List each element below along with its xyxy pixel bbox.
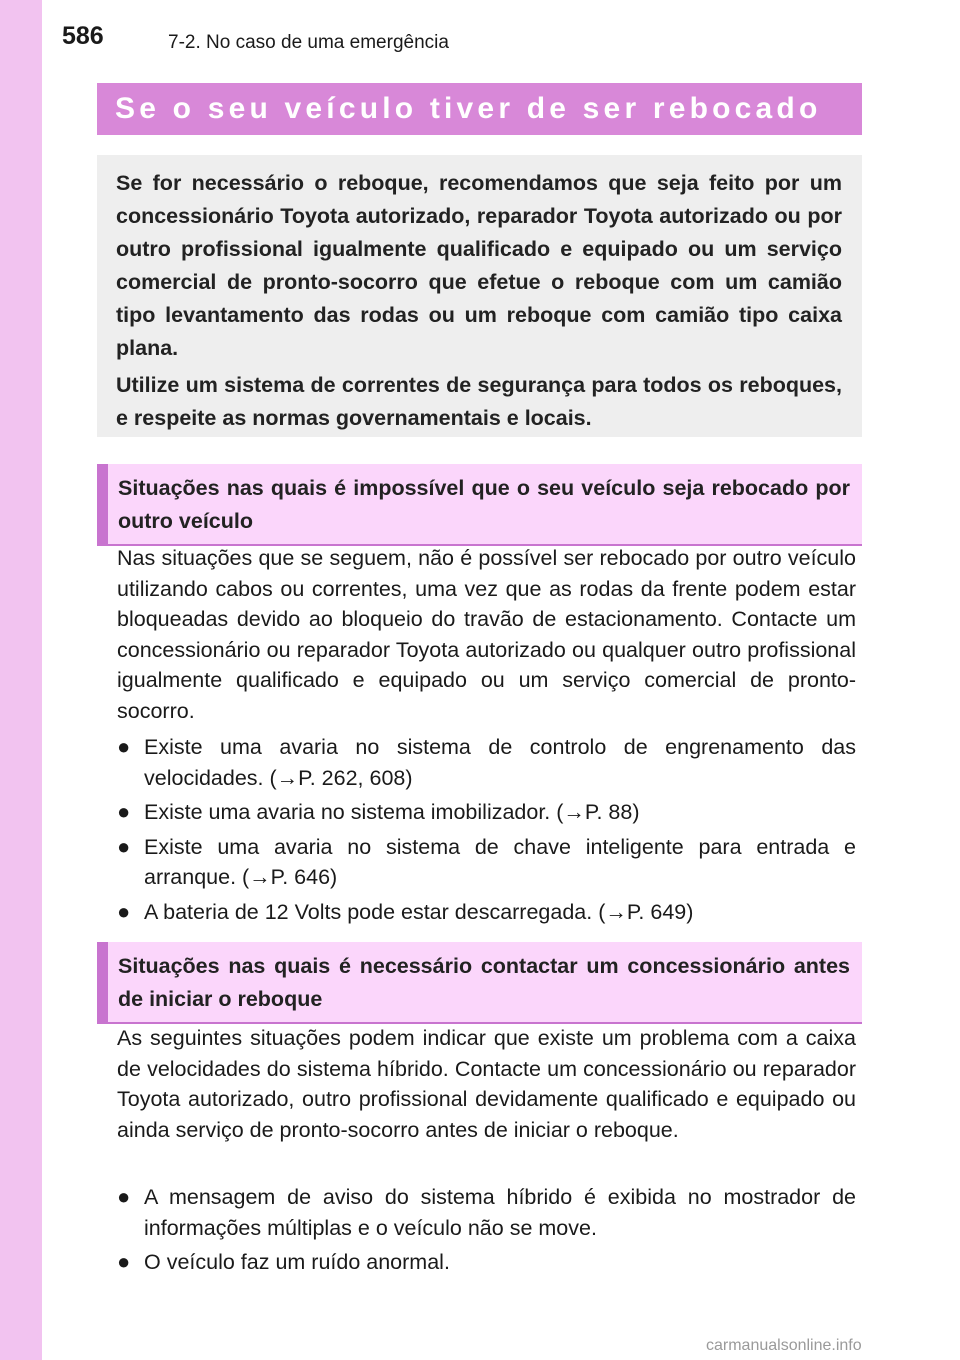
list-item: ● Existe uma avaria no sistema de chave inteligente para entrada e arranque. (→P. 646) — [117, 833, 856, 889]
list-item: ● A bateria de 12 Volts pode estar descarregada. (→P. 649) — [117, 898, 694, 924]
section-heading-2 — [97, 942, 862, 1024]
list-item: ● Existe uma avaria no sistema de controlo de engrenamento das velocidades. (→P. 262, 608) — [117, 734, 856, 790]
list-item: ● O veículo faz um ruído anormal. — [117, 1249, 450, 1274]
section-heading-1-text: Situações nas quais é impossível que o seu veículo seja rebocado por outro veículo — [118, 476, 850, 533]
intro-paragraph-1: Se for necessário o reboque, recomendamos que seja feito por um concessionário Toyota autorizado, reparador Toyota autorizado ou por outro profissional igualmente qualificado e equipado ou um serviço comercial de pronto-socorro que efetue o reboque com um camião tipo levantamento das rodas ou um reboque com camião tipo caixa plana. — [116, 171, 842, 360]
intro-paragraph-2: Utilize um sistema de correntes de segurança para todos os reboques, e respeite as normas governamentais e locais. — [116, 373, 842, 430]
page-title-bar — [97, 83, 862, 135]
list-item: ● A mensagem de aviso do sistema híbrido é exibida no mostrador de informações múltiplas e o veículo não se move. — [117, 1184, 856, 1240]
page-number: 586 — [62, 22, 104, 50]
section-2-bullet-list — [117, 1182, 856, 1282]
page-title: Se o seu veículo tiver de ser rebocado — [115, 92, 822, 125]
section-reference: 7-2. No caso de uma emergência — [168, 32, 449, 53]
bullet-icon: ● — [117, 734, 131, 759]
bullet-icon: ● — [117, 799, 131, 824]
intro-box — [97, 155, 862, 437]
bullet-icon: ● — [117, 833, 131, 859]
bullet-icon: ● — [117, 1184, 131, 1209]
bullet-icon: ● — [117, 1249, 131, 1274]
section-1-body: Nas situações que se seguem, não é possível ser rebocado por outro veículo utilizando cabos ou correntes, uma vez que as rodas da frente podem estar bloqueadas devido ao bloqueio do travão de estacionamento. Contacte um concessionário ou reparador Toyota autorizado ou qualquer outro profissional igualmente qualificado e equipado ou um serviço comercial de pronto-socorro. — [117, 546, 856, 723]
chapter-sidebar-tab — [0, 0, 42, 1360]
section-heading-2-text: Situações nas quais é necessário contactar um concessionário antes de iniciar o reboque — [118, 954, 850, 1011]
list-item: ● Existe uma avaria no sistema imobilizador. (→P. 88) — [117, 799, 640, 824]
section-heading-1 — [97, 464, 862, 546]
section-2-body: As seguintes situações podem indicar que existe um problema com a caixa de velocidades do sistema híbrido. Contacte um concessionário ou reparador Toyota autorizado, outro profissional devidamente qualificado e equipado ou ainda serviço de pronto-socorro antes de iniciar o reboque. — [117, 1026, 856, 1142]
watermark: carmanualsonline.info — [706, 1337, 862, 1354]
section-1-bullet-list — [117, 732, 856, 931]
bullet-icon: ● — [117, 898, 131, 924]
